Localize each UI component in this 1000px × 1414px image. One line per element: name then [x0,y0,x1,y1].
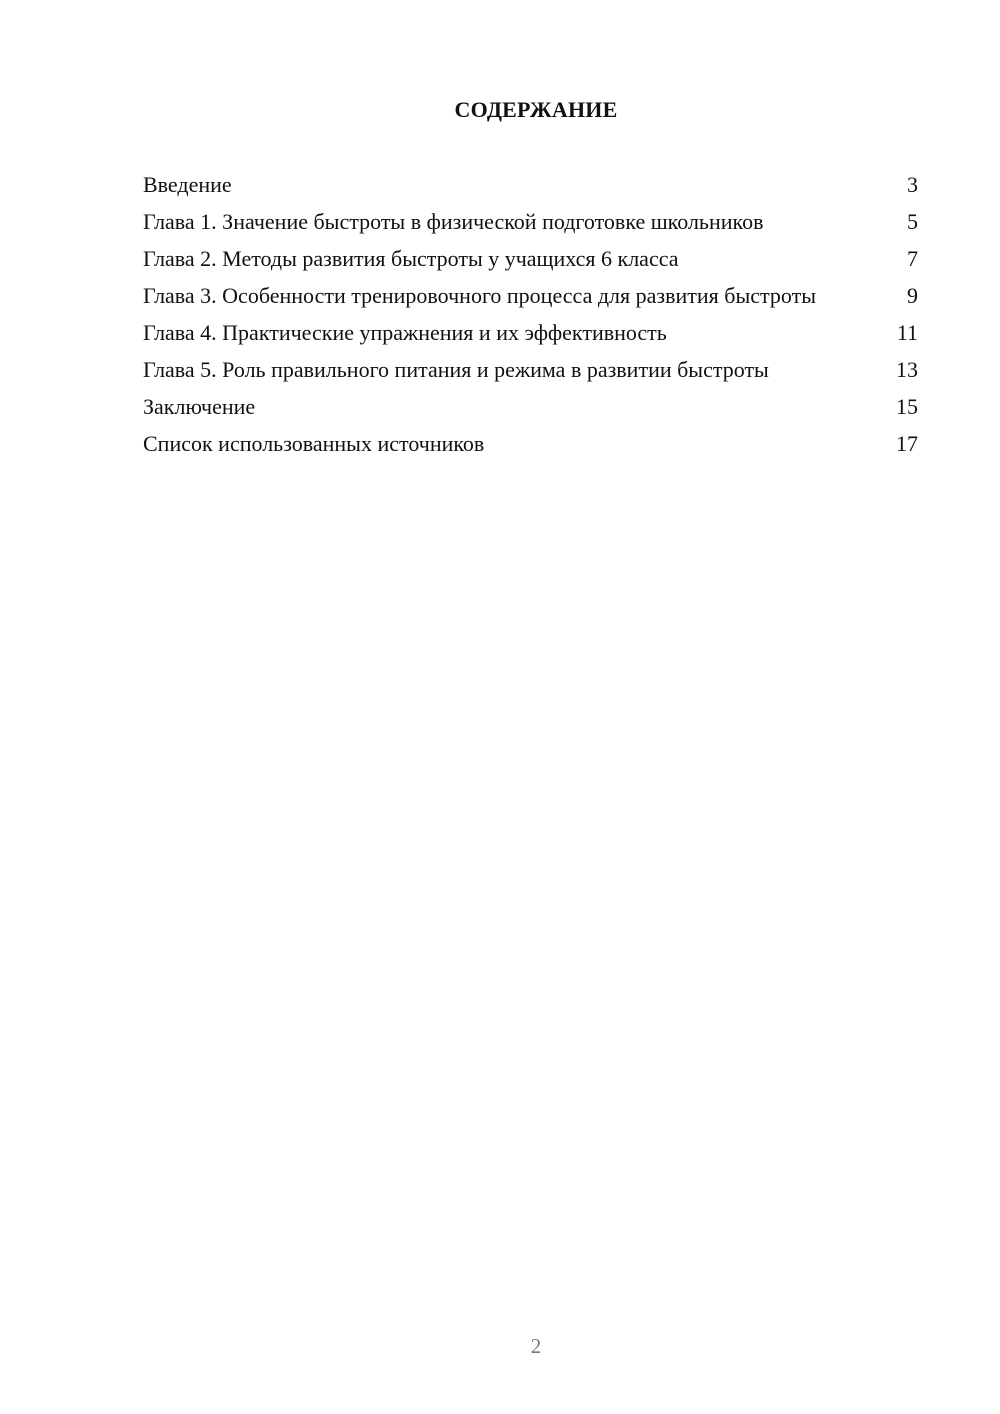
toc-entry-page: 17 [896,431,918,456]
toc-entry-title: Глава 5. Роль правильного питания и режима в развитии быстроты [143,357,769,382]
toc-entry-title: Глава 3. Особенности тренировочного процесса для развития быстроты [143,283,816,308]
toc-entry-title: Глава 2. Методы развития быстроты у учащихся 6 класса [143,246,679,271]
toc-entry-page: 15 [896,394,918,419]
toc-entry-chapter-2 [143,245,918,272]
toc-entry-references [143,430,918,457]
toc-entry-page: 7 [907,246,918,271]
toc-entry-title: Глава 1. Значение быстроты в физической подготовке школьников [143,209,764,234]
toc-entry-page: 11 [896,320,918,345]
toc-entry-chapter-1 [143,208,918,235]
toc-entry-conclusion [143,393,918,420]
toc-entry-chapter-5 [143,356,918,383]
toc-entry-chapter-4 [143,319,918,346]
page-number: 2 [530,1334,542,1358]
table-of-contents [143,171,918,467]
toc-entry-page: 5 [907,209,918,234]
toc-entry-page: 3 [907,172,918,197]
toc-entry-title: Введение [143,172,232,197]
toc-entry-chapter-3 [143,282,918,309]
toc-entry-title: Список использованных источников [143,431,485,456]
toc-entry-title: Заключение [143,394,256,419]
page-title: СОДЕРЖАНИЕ [454,97,618,122]
toc-entry-introduction [143,171,918,198]
toc-entry-title: Глава 4. Практические упражнения и их эффективность [143,320,667,345]
toc-entry-page: 9 [907,283,918,308]
toc-entry-page: 13 [896,357,918,382]
